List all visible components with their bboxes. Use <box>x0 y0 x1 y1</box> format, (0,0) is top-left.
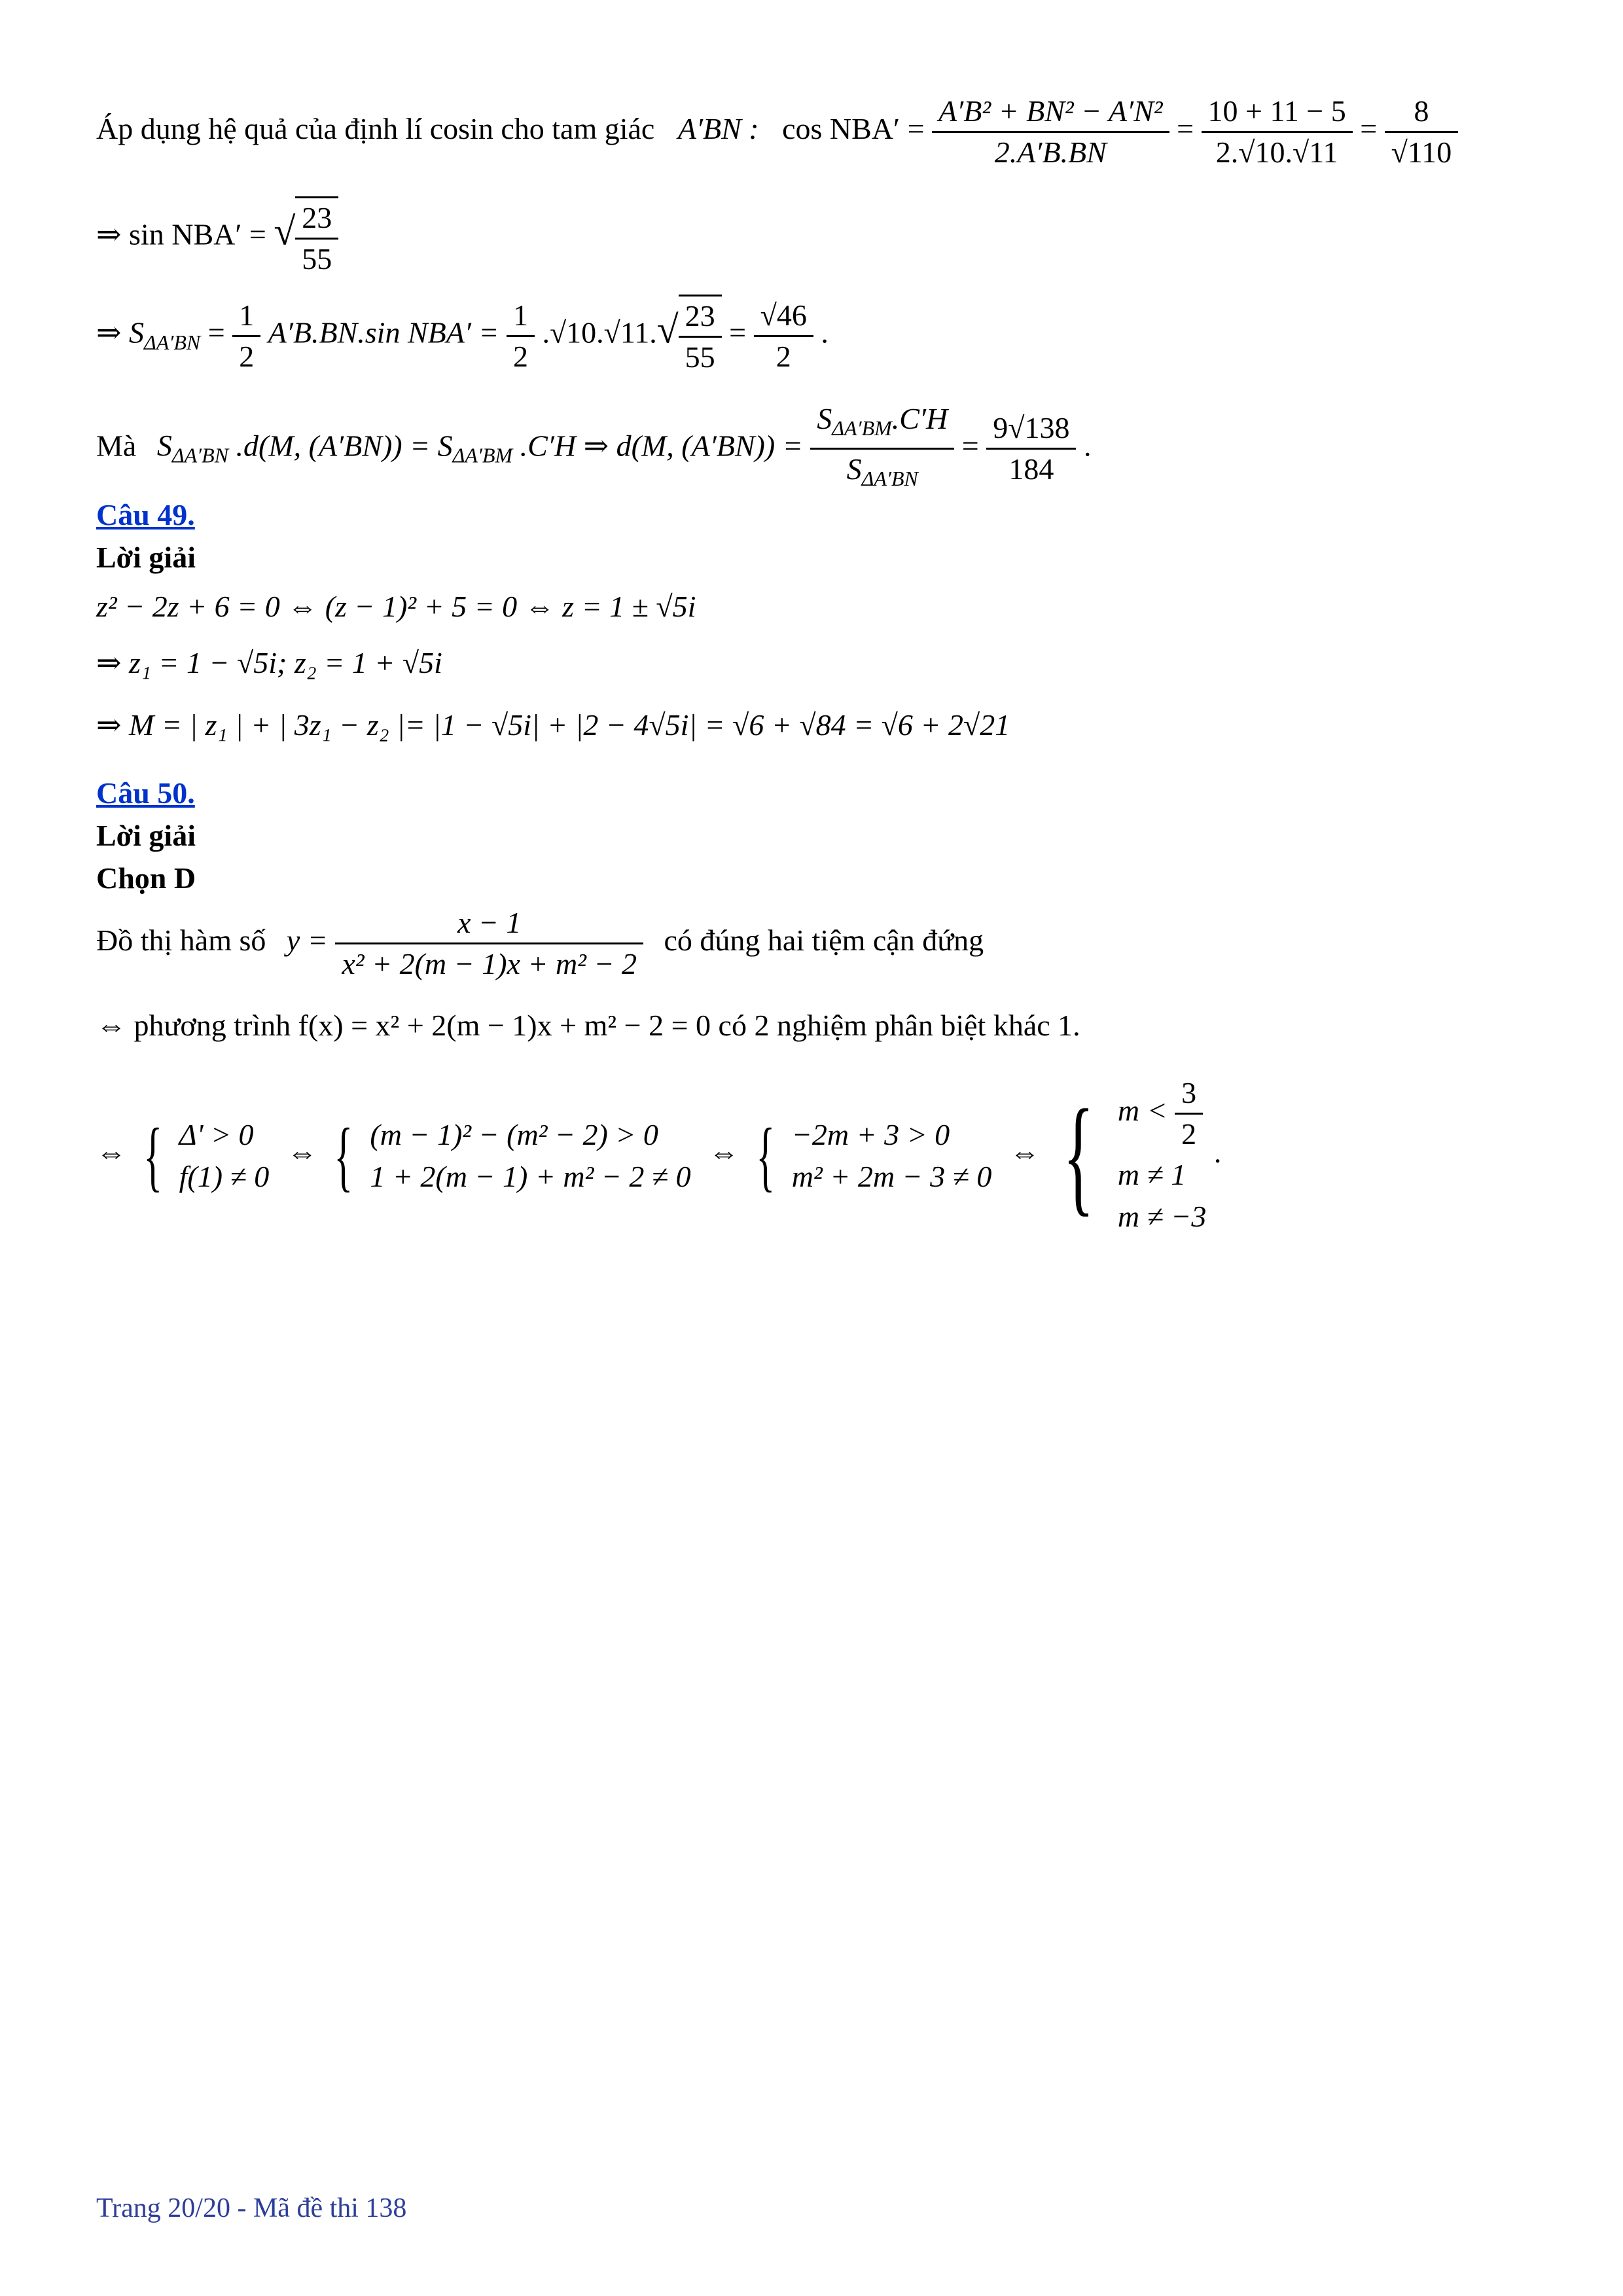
system-2: (m − 1)² − (m² − 2) > 0 1 + 2(m − 1) + m² − 2 ≠ 0 <box>370 1117 691 1193</box>
area-subscript: ΔA′BN <box>144 330 201 354</box>
area-symbol: ⇒ S <box>96 315 145 350</box>
distance-expr-2: .C′H ⇒ d(M, (A′BN)) = <box>520 429 803 463</box>
left-brace-icon: { <box>143 1111 162 1199</box>
period: . <box>821 315 829 350</box>
left-brace-icon: { <box>1063 1083 1095 1228</box>
root-product: .√10.√11. <box>542 315 657 350</box>
equals-sign: = <box>1360 112 1378 146</box>
page-footer: Trang 20/20 - Mã đề thi 138 <box>96 2193 407 2223</box>
q49-equation-1: z² − 2z + 6 = 0 ⇔ (z − 1)² + 5 = 0 ⇔ z = 1 ± √5i <box>96 590 696 623</box>
q50-choice-label: Chọn D <box>96 861 196 895</box>
root-fraction: $\frac{23}{55}$ <box>679 295 722 377</box>
radical-icon: √ <box>274 209 296 253</box>
area-line <box>96 295 829 377</box>
area-symbol: S <box>156 429 172 463</box>
equivalence-arrow: ⇔ <box>287 1136 317 1170</box>
function-suffix: có đúng hai tiệm cận đứng <box>664 924 984 958</box>
cosine-rule-line <box>96 92 1458 172</box>
cosine-intro-text: Áp dụng hệ quả của định lí cosin cho tam giác <box>96 112 655 146</box>
area-subscript: ΔA′BN <box>171 443 229 467</box>
cos-label: cos NBA′ = <box>782 112 925 146</box>
sine-fraction: $\frac{23}{55}$ <box>295 196 338 279</box>
sine-line <box>96 196 338 279</box>
system-4: m < $\frac{3}{2}$ m ≠ 1 m ≠ −3 <box>1118 1073 1207 1238</box>
q49-equation-2: ⇒ z₁ = 1 − √5i; z₂ = 1 + √5i <box>96 646 442 679</box>
cos-fraction-3: $\frac{8}{√110}$ <box>1385 92 1459 172</box>
equals-sign: = <box>729 315 747 350</box>
period: . <box>1083 429 1092 463</box>
y-label: y = <box>286 924 328 958</box>
area-formula: A′B.BN.sin NBA′ = <box>268 315 499 350</box>
distance-expr: .d(M, (A′BN)) = S <box>236 429 453 463</box>
q50-function-line <box>96 903 984 984</box>
equivalence-arrow: ⇔ <box>96 1136 126 1170</box>
distance-fraction: $\frac{S_{\Delta A'BM}.C'H}{S_{\Delta A'BN}}$ <box>810 399 954 498</box>
q49-equation-3: ⇒ M = | z₁ | + | 3z₁ − z₂ |= |1 − √5i| + |2 − 4√5i| = √6 + √84 = √6 + 2√21 <box>96 708 1010 742</box>
system-1: Δ' > 0 f(1) ≠ 0 <box>179 1117 270 1193</box>
equivalence-arrow: ⇔ <box>1009 1136 1040 1170</box>
function-intro: Đồ thị hàm số <box>96 924 266 958</box>
left-brace-icon: { <box>756 1111 775 1199</box>
half-fraction: $\frac{1}{2}$ <box>232 296 260 376</box>
equals-sign: = <box>961 429 979 463</box>
q50-equation-line: ⇔ phương trình f(x) = x² + 2(m − 1)x + m² − 2 = 0 có 2 nghiệm phân biệt khác 1. <box>96 1009 1080 1042</box>
q50-systems <box>96 1073 1221 1238</box>
distance-result-fraction: $\frac{9√138}{184}$ <box>986 408 1076 489</box>
half-fraction-2: $\frac{1}{2}$ <box>507 296 535 376</box>
radical-icon: √ <box>656 308 679 351</box>
area-subscript-2: ΔA′BM <box>452 443 513 467</box>
equals-sign: = <box>1177 112 1194 146</box>
question-50-heading: Câu 50. <box>96 776 195 810</box>
equals-sign: = <box>207 315 225 350</box>
q50-solution-label: Lời giải <box>96 819 196 852</box>
sine-label: ⇒ sin NBA′ = <box>96 217 266 251</box>
area-result-fraction: $\frac{√46}{2}$ <box>754 296 813 376</box>
period: . <box>1213 1136 1222 1170</box>
question-49-heading: Câu 49. <box>96 498 195 531</box>
ma-label: Mà <box>96 429 137 463</box>
equivalence-arrow: ⇔ <box>709 1136 740 1170</box>
cos-fraction-2: $\frac{10 + 11 - 5}{2.√10.√11}$ <box>1202 92 1353 172</box>
function-fraction: $\frac{x - 1}{\text{x² + 2(m − 1)x + m² − 2}}$ <box>335 903 643 984</box>
cos-fraction-1: $\frac{\text{A′B² + BN² − A′N²}}{2.A'B.BN}$ <box>932 92 1169 172</box>
triangle-label: A′BN : <box>677 112 759 146</box>
left-brace-icon: { <box>334 1111 353 1199</box>
distance-line <box>96 399 1091 498</box>
system-3: −2m + 3 > 0 m² + 2m − 3 ≠ 0 <box>791 1117 992 1193</box>
q49-solution-label: Lời giải <box>96 541 196 574</box>
